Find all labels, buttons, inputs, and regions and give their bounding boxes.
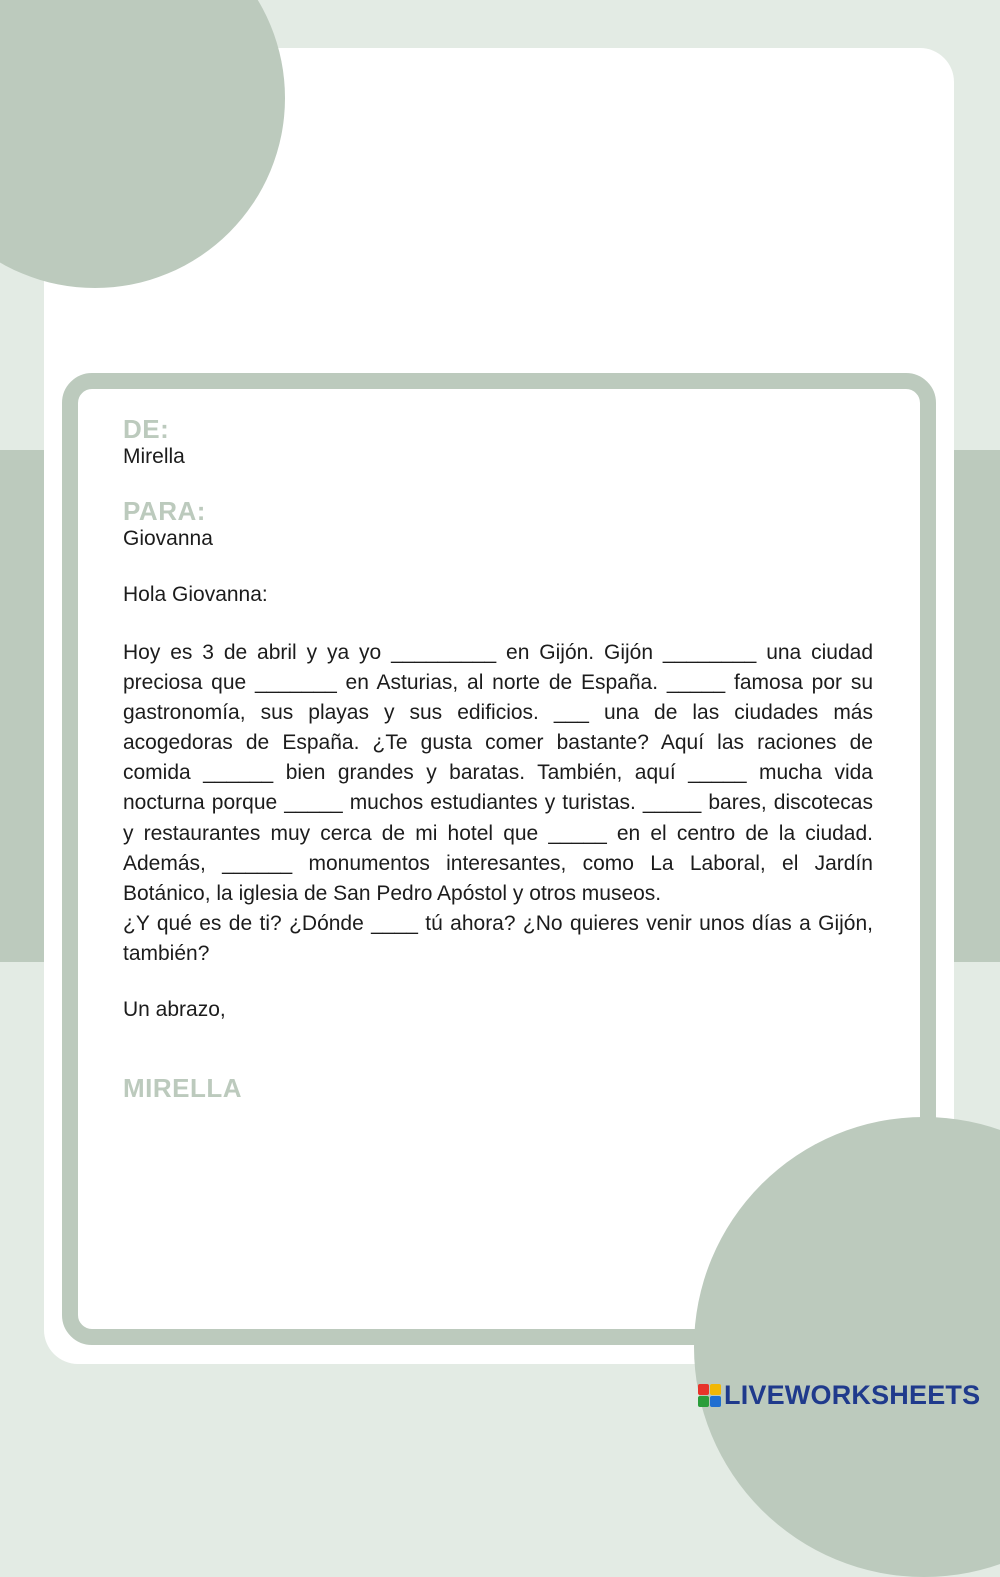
to-name: Giovanna: [123, 527, 213, 550]
signature: MIRELLA: [123, 1073, 243, 1104]
greeting: Hola Giovanna:: [123, 583, 268, 606]
letter: [123, 414, 873, 1103]
to-label: PARA:: [123, 496, 206, 526]
liveworksheets-logo[interactable]: [697, 1380, 980, 1410]
closing: Un abrazo,: [123, 998, 226, 1022]
letter-body: Hoy es 3 de abril y ya yo _________ en Gijón. Gijón ________ una ciudad preciosa que _______ en Asturias, al norte de España. _____ famosa por su gastronomía, sus playas y sus edificios. ___ una de las ciudades más acogedoras de España. ¿Te gusta comer bastante? Aquí las raciones de comida ______ bien grandes y baratas. También, aquí _____ mucha vida nocturna porque _____ muchos estudiantes y turistas. _____ bares, discotecas y restaurantes muy cerca de mi hotel que _____ en el centro de la ciudad. Además, ______ monumentos interesantes, como La Laboral, el Jardín Botánico, la iglesia de San Pedro Apóstol y otros museos. ¿Y qué es de ti? ¿Dónde ____ tú ahora? ¿No quieres venir unos días a Gijón, también?: [123, 641, 873, 965]
logo-mark-icon: [697, 1383, 721, 1407]
from-label: DE:: [123, 414, 170, 444]
from-name: Mirella: [123, 445, 185, 468]
logo-text: LIVEWORKSHEETS: [724, 1379, 981, 1410]
